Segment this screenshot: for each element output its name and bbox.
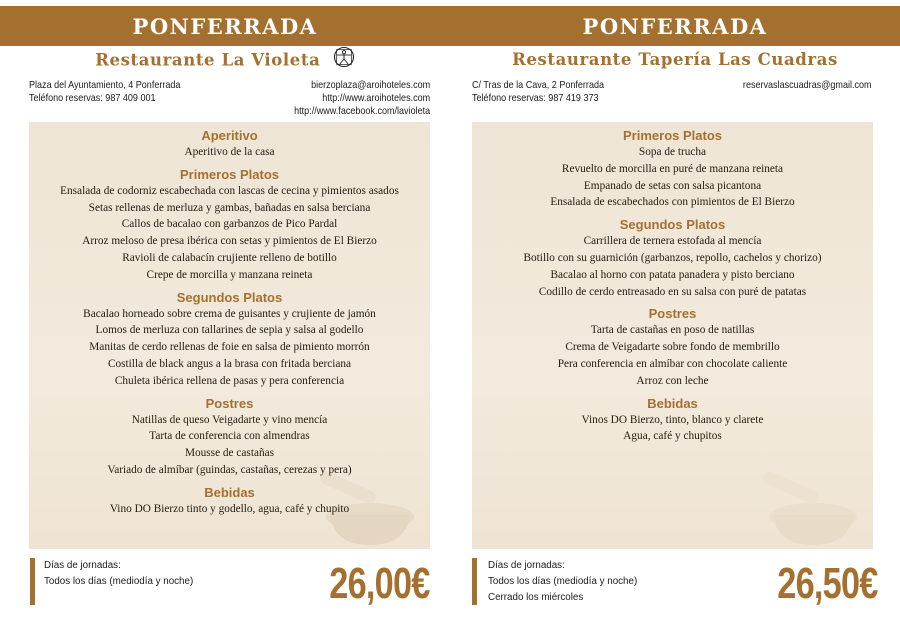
- schedule-line: Todos los días (mediodía y noche): [44, 576, 194, 587]
- menu-dish: Tarta de castañas en poso de natillas: [590, 324, 755, 337]
- website-link[interactable]: http://www.aroihoteles.com: [322, 92, 430, 104]
- menu-dish: Bacalao al horno con patata panadera y pisto berciano: [550, 268, 795, 281]
- menu-dish: Ravioli de calabacín crujiente relleno de botillo: [122, 251, 337, 264]
- address-line: C/ Tras de la Cava, 2 Ponferrada: [472, 79, 605, 91]
- menu-dish: Revuelto de morcilla en puré de manzana reineta: [561, 162, 784, 175]
- menu-section-title: Bebidas: [204, 484, 255, 500]
- restaurant-name: Restaurante Tapería Las Cuadras: [512, 50, 838, 69]
- restaurant-links: [294, 79, 430, 118]
- restaurant-address: [472, 79, 604, 105]
- schedule-label: Días de jornadas:: [44, 560, 121, 571]
- address-line: Plaza del Ayuntamiento, 4 Ponferrada: [29, 79, 181, 91]
- menu-dish: Mousse de castañas: [184, 447, 275, 460]
- menu-dish: Codillo de cerdo entreasado en su salsa con puré de patatas: [538, 285, 807, 298]
- menu-dish: Manitas de cerdo rellenas de foie en salsa de pimiento morrón: [89, 341, 370, 354]
- menu-section-title: Primeros Platos: [180, 166, 279, 182]
- menu-dish: Vinos DO Bierzo, tinto, blanco y clarete: [581, 413, 764, 426]
- city-header: PONFERRADA: [450, 6, 900, 46]
- footer-accent-bar: [472, 558, 477, 605]
- menu-dish: Carrillera de ternera estofada al mencía: [583, 235, 762, 248]
- menu-section-title: Postres: [648, 306, 697, 322]
- email-link[interactable]: reservaslascuadras@gmail.com: [743, 79, 872, 91]
- menu-dish: Variado de almíbar (guindas, castañas, cerezas y pera): [107, 463, 352, 476]
- menu-dish: Empanado de setas con salsa picantona: [583, 179, 762, 192]
- menu-dish: Botillo con su guarnición (garbanzos, repollo, cachelos y chorizo): [523, 251, 822, 264]
- footer-accent-bar: [30, 558, 35, 605]
- schedule-label: Días de jornadas:: [488, 560, 565, 571]
- facebook-link[interactable]: http://www.facebook.com/lavioleta: [293, 105, 430, 117]
- phone-line: Teléfono reservas: 987 419 373: [472, 92, 599, 104]
- email-link[interactable]: bierzoplaza@aroihoteles.com: [310, 79, 430, 91]
- menu-dish: Ensalada de escabechados con pimientos de El Bierzo: [550, 196, 795, 209]
- mortar-and-pestle-icon: [751, 467, 871, 547]
- menu-price: 26,00€: [329, 559, 430, 608]
- menu-dish: Crema de Veigadarte sobre fondo de membrillo: [565, 341, 780, 354]
- menu-price: 26,50€: [777, 559, 878, 608]
- menu-dish: Arroz meloso de presa ibérica con setas y pimientos de El Bierzo: [82, 235, 377, 248]
- menu-dish: Costilla de black angus a la brasa con fritada berciana: [107, 357, 352, 370]
- menu-dish: Natillas de queso Veigadarte y vino mencía: [131, 413, 328, 426]
- menu-dish: Sopa de trucha: [638, 146, 707, 158]
- menu-dish: Setas rellenas de merluza y gambas, bañadas en salsa berciana: [88, 201, 371, 214]
- restaurant-title: [450, 50, 900, 69]
- schedule-info: [488, 558, 637, 606]
- restaurant-address: [29, 79, 180, 105]
- menu-section-title: Bebidas: [647, 395, 698, 411]
- menu-dish: Pera conferencia en almíbar con chocolate caliente: [557, 357, 788, 370]
- phone-line: Teléfono reservas: 987 409 001: [29, 92, 156, 104]
- restaurant-title: [0, 50, 450, 72]
- menu-section-title: Postres: [205, 395, 254, 411]
- menu-section-title: Segundos Platos: [619, 217, 726, 233]
- menu-dish: Chuleta ibérica rellena de pasas y pera conferencia: [114, 374, 345, 387]
- menu-section-title: Segundos Platos: [176, 289, 283, 305]
- menu-dish: Arroz con leche: [636, 374, 709, 387]
- menu-dish: Callos de bacalao con garbanzos de Pico Pardal: [121, 218, 338, 231]
- menu-section-title: Aperitivo: [201, 128, 258, 143]
- schedule-info: [44, 558, 193, 590]
- menu-dish: Ensalada de codorniz escabechada con lascas de cecina y pimientos asados: [60, 184, 399, 197]
- restaurant-links: [743, 79, 872, 92]
- menu-dish: Tarta de conferencia con almendras: [149, 430, 310, 443]
- menu-dish: Bacalao horneado sobre crema de guisantes y crujiente de jamón: [83, 307, 376, 320]
- restaurant-name: Restaurante La Violeta: [95, 50, 321, 70]
- vitruvian-man-logo-icon: [333, 46, 355, 72]
- city-header: PONFERRADA: [0, 6, 450, 46]
- menu-dish: Crepe de morcilla y manzana reineta: [146, 268, 313, 281]
- schedule-line: Todos los días (mediodía y noche): [488, 576, 638, 587]
- menu-dish: Lomos de merluza con tallarines de sepia y salsa al godello: [95, 324, 364, 337]
- menu-box: [472, 122, 873, 549]
- menu-dish: Aperitivo de la casa: [184, 146, 275, 158]
- closed-day-line: Cerrado los miércoles: [488, 592, 584, 603]
- menu-page-las-cuadras: [450, 0, 900, 632]
- menu-section-title: Primeros Platos: [623, 128, 722, 143]
- menu-dish: Agua, café y chupitos: [623, 430, 722, 443]
- menu-box: [29, 122, 430, 549]
- menu-dish: Vino DO Bierzo tinto y godello, agua, café y chupito: [109, 502, 350, 515]
